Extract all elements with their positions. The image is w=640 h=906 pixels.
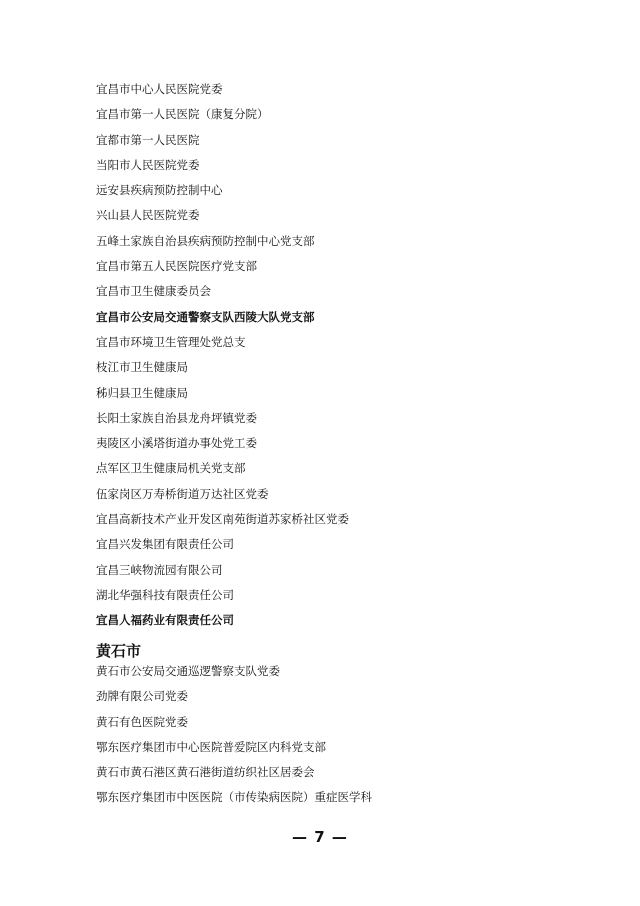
section-heading-huangshi: 黄石市 <box>96 642 142 660</box>
page-number: — 7 — <box>292 828 348 846</box>
list-item: 宜昌市中心人民医院党委 <box>96 82 223 96</box>
list-item: 长阳土家族自治县龙舟坪镇党委 <box>96 410 257 425</box>
list-item: 湖北华强科技有限责任公司 <box>96 587 234 602</box>
honor-list-huangshi <box>96 659 372 811</box>
list-item: 鄂东医疗集团市中心医院普爱院区内科党支部 <box>96 739 326 754</box>
list-item: 夷陵区小溪塔街道办事处党工委 <box>96 436 257 451</box>
list-item: 五峰土家族自治县疾病预防控制中心党支部 <box>96 233 315 248</box>
list-item: 宜昌高新技术产业开发区南苑街道苏家桥社区党委 <box>96 512 349 527</box>
list-item: 黄石市黄石港区黄石港街道纺织社区居委会 <box>96 765 315 780</box>
list-item: 宜昌市卫生健康委员会 <box>96 284 211 299</box>
list-item: 宜昌市第五人民医院医疗党支部 <box>96 259 257 274</box>
list-item: 当阳市人民医院党委 <box>96 157 200 172</box>
list-item: 点军区卫生健康局机关党支部 <box>96 461 246 476</box>
list-item: 宜昌市第一人民医院（康复分院） <box>96 107 269 122</box>
list-item: 宜都市第一人民医院 <box>96 132 200 147</box>
list-item: 枝江市卫生健康局 <box>96 360 188 375</box>
list-item: 鄂东医疗集团市中医医院（市传染病医院）重症医学科 <box>96 790 372 805</box>
list-item: 宜昌兴发集团有限责任公司 <box>96 537 234 552</box>
list-item: 宜昌三峡物流园有限公司 <box>96 562 223 577</box>
list-item: 黄石市公安局交通巡逻警察支队党委 <box>96 664 280 678</box>
list-item: 远安县疾病预防控制中心 <box>96 183 223 198</box>
list-item: 黄石有色医院党委 <box>96 714 188 729</box>
list-item: 伍家岗区万寿桥街道万达社区党委 <box>96 486 269 501</box>
list-item: 宜昌人福药业有限责任公司 <box>96 613 234 628</box>
list-item: 宜昌市环境卫生管理处党总支 <box>96 334 246 349</box>
list-item: 宜昌市公安局交通警察支队西陵大队党支部 <box>96 309 315 324</box>
list-item: 秭归县卫生健康局 <box>96 385 188 400</box>
honor-list-yichang <box>96 77 349 634</box>
list-item: 兴山县人民医院党委 <box>96 208 200 223</box>
list-item: 劲牌有限公司党委 <box>96 689 188 704</box>
